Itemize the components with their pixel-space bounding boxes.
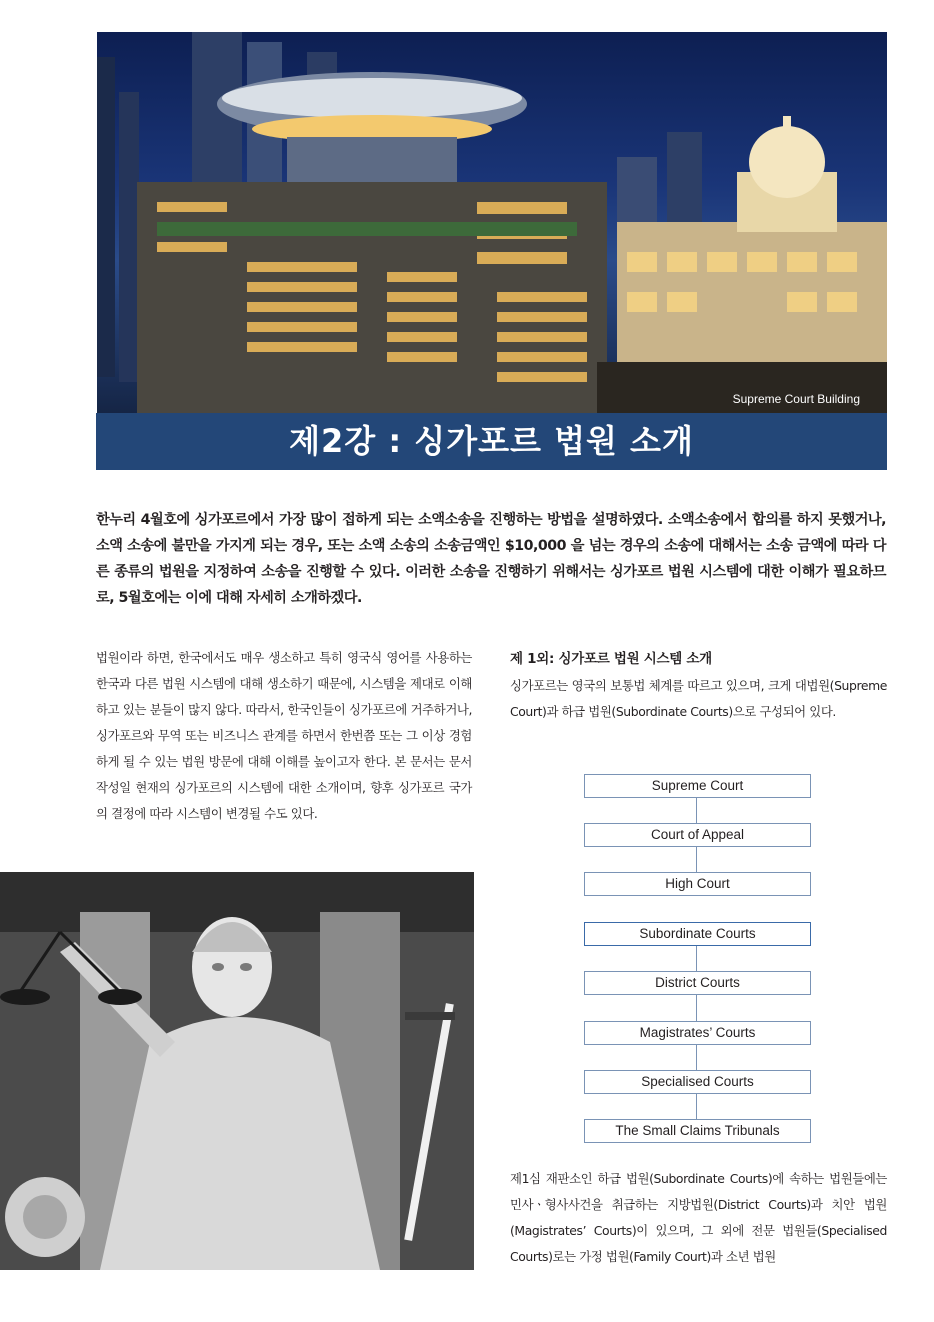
left-paragraph: 법원이라 하면, 한국에서도 매우 생소하고 특히 영국식 영어를 사용하는 한국과 다른 법원 시스템에 대해 생소하기 때문에, 시스템을 제대로 이해하고 있는 분들이 많지 않다. 따라서, 한국인들이 싱가포르에 거주하거나, 싱가포르와 무역 또는 비즈니스 관계를 하면서 한번쯤 또는 그 이상 경험하게 될 수 있는 법원 방문에 대해 이해를 높이고자 한다. 본 문서는 문서 작성일 현재의 싱가포르의 시스템에 대한 소개이며, 향후 싱가포르 국가의 결정에 따라 시스템이 변경될 수도 있다. [96,650,472,821]
connector-line [696,1045,697,1070]
lady-justice-statue-photo [0,872,474,1270]
court-box-district-courts: District Courts [584,971,811,995]
connector-line [696,946,697,971]
photo-caption: Supreme Court Building [732,392,860,406]
court-box-court-of-appeal: Court of Appeal [584,823,811,847]
intro-paragraph: 한누리 4월호에 싱가포르에서 가장 많이 접하게 되는 소액소송을 진행하는 방법을 설명하였다. 소액소송에서 합의를 하지 못했거나, 소액 소송에 불만을 가지게 되는 경우, 또는 소액 소송의 소송금액인 $10,000 을 넘는 경우의 소송에 대해서는 소송 금액에 따라 다른 종류의 법원을 지정하여 소송을 진행할 수 있다. 이러한 소송을 진행하기 위해서는 싱가포르 법원 시스템에 대한 이해가 필요하므로, 5월호에는 이에 대해 자세히 소개하겠다. [96,512,886,606]
connector-line [696,798,697,823]
section-heading: 제 1외: 싱가포르 법원 시스템 소개 [510,651,712,667]
section-body: 싱가포르는 영국의 보통법 체계를 따르고 있으며, 크게 대법원(Supreme Court)과 하급 법원(Subordinate Courts)으로 구성되어 있다. [510,678,887,719]
court-box-subordinate-courts: Subordinate Courts [584,922,811,946]
page-title: 제2강 : 싱가포르 법원 소개 [96,413,887,470]
court-box-high-court: High Court [584,872,811,896]
bottom-paragraph: 제1심 재판소인 하급 법원(Subordinate Courts)에 속하는 법원들에는 민사ㆍ형사사건을 취급하는 지방법원(District Courts)과 치안 법원(Magistrates’ Courts)이 있으며, 그 외에 전문 법원들(Specialised Courts)로는 가정 법원(Family Court)과 소년 법원 [510,1171,887,1264]
court-box-small-claims-tribunals: The Small Claims Tribunals [584,1119,811,1143]
statue-illustration [0,872,474,1270]
connector-line [696,995,697,1021]
court-box-specialised-courts: Specialised Courts [584,1070,811,1094]
connector-line [696,847,697,872]
court-box-supreme-court: Supreme Court [584,774,811,798]
supreme-court-building-illustration [97,32,887,413]
hero-photo [97,32,887,413]
connector-line [696,1094,697,1119]
court-box-magistrates-courts: Magistrates’ Courts [584,1021,811,1045]
court-hierarchy-diagram [584,774,811,1144]
